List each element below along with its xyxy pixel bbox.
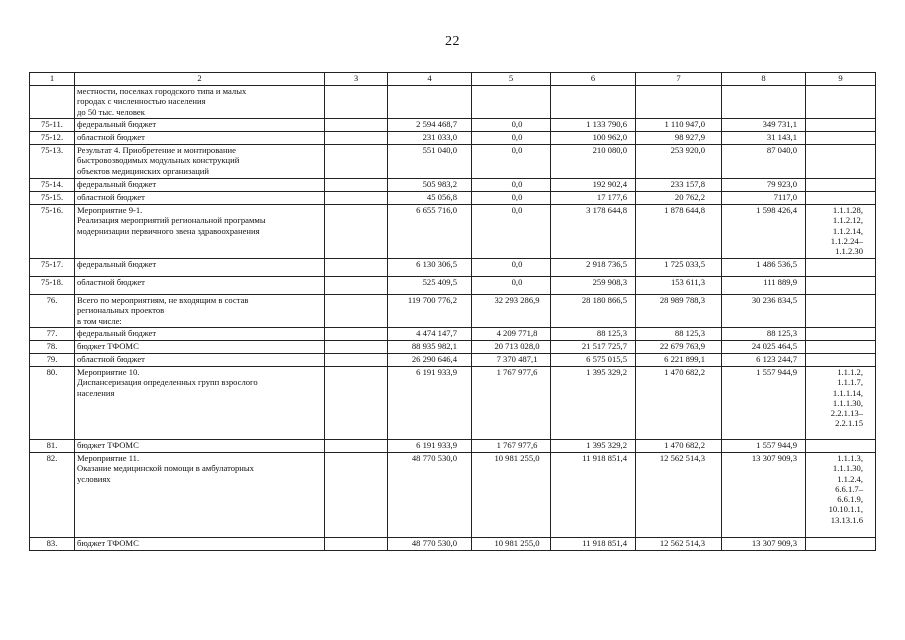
col4-value-cell [388, 86, 472, 119]
col7-value-cell: 98 927,9 [636, 132, 722, 145]
col8-value-cell: 30 236 834,5 [722, 295, 806, 328]
item-name-cell: Мероприятие 9-1. Реализация мероприятий региональной программы модернизации первичного звена здравоохранения [75, 205, 325, 259]
item-name-cell: Мероприятие 11. Оказание медицинской помощи в амбулаторных условиях [75, 453, 325, 538]
row-number-cell: 82. [30, 453, 75, 538]
col6-value-cell: 21 517 725,7 [551, 341, 636, 354]
col7-value-cell: 253 920,0 [636, 145, 722, 179]
col6-value-cell: 210 080,0 [551, 145, 636, 179]
col9-reference-cell [806, 132, 876, 145]
row-number-cell: 78. [30, 341, 75, 354]
col9-reference-cell [806, 538, 876, 551]
row-number-cell: 79. [30, 354, 75, 367]
col6-value-cell: 1 395 329,2 [551, 440, 636, 453]
item-name-cell: Всего по мероприятиям, не входящим в состав региональных проектов в том числе: [75, 295, 325, 328]
table-row [30, 205, 876, 259]
item-name-cell: областной бюджет [75, 277, 325, 295]
col5-value-cell: 20 713 028,0 [472, 341, 551, 354]
row-number-cell: 81. [30, 440, 75, 453]
item-name-cell: Мероприятие 10. Диспансеризация определенных групп взрослого населения [75, 367, 325, 440]
col4-value-cell: 119 700 776,2 [388, 295, 472, 328]
table-row [30, 179, 876, 192]
col3-cell [325, 453, 388, 538]
item-name-cell: федеральный бюджет [75, 119, 325, 132]
col4-value-cell: 6 191 933,9 [388, 440, 472, 453]
table-header-row [30, 73, 876, 86]
col9-reference-cell [806, 277, 876, 295]
table-row [30, 367, 876, 440]
col6-value-cell: 6 575 015,5 [551, 354, 636, 367]
col7-value-cell: 1 878 644,8 [636, 205, 722, 259]
row-number-cell: 75-18. [30, 277, 75, 295]
col6-value-cell [551, 86, 636, 119]
header-cell: 2 [75, 73, 325, 86]
col8-value-cell: 1 557 944,9 [722, 367, 806, 440]
table-row [30, 119, 876, 132]
page-number: 22 [445, 34, 460, 49]
col9-reference-cell [806, 354, 876, 367]
item-name-cell: областной бюджет [75, 354, 325, 367]
col4-value-cell: 88 935 982,1 [388, 341, 472, 354]
col6-value-cell: 100 962,0 [551, 132, 636, 145]
row-number-cell [30, 86, 75, 119]
item-name-cell: областной бюджет [75, 132, 325, 145]
row-number-cell: 75-17. [30, 259, 75, 277]
col5-value-cell: 1 767 977,6 [472, 367, 551, 440]
col9-reference-cell [806, 440, 876, 453]
col8-value-cell: 1 486 536,5 [722, 259, 806, 277]
col9-reference-cell [806, 192, 876, 205]
item-name-cell: местности, поселках городского типа и малых городах с численностью населения до 50 тыс. человек [75, 86, 325, 119]
col9-reference-cell [806, 86, 876, 119]
col5-value-cell: 0,0 [472, 132, 551, 145]
col7-value-cell: 12 562 514,3 [636, 538, 722, 551]
col3-cell [325, 205, 388, 259]
table-row [30, 295, 876, 328]
col5-value-cell: 1 767 977,6 [472, 440, 551, 453]
row-number-cell: 75-15. [30, 192, 75, 205]
col3-cell [325, 341, 388, 354]
col6-value-cell: 1 395 329,2 [551, 367, 636, 440]
col7-value-cell: 233 157,8 [636, 179, 722, 192]
col3-cell [325, 328, 388, 341]
item-name-cell: федеральный бюджет [75, 259, 325, 277]
col6-value-cell: 259 908,3 [551, 277, 636, 295]
col7-value-cell: 20 762,2 [636, 192, 722, 205]
col8-value-cell: 31 143,1 [722, 132, 806, 145]
col8-value-cell [722, 86, 806, 119]
col4-value-cell: 48 770 530,0 [388, 453, 472, 538]
table-row [30, 132, 876, 145]
col3-cell [325, 192, 388, 205]
col9-reference-cell [806, 295, 876, 328]
col5-value-cell: 0,0 [472, 145, 551, 179]
header-cell: 4 [388, 73, 472, 86]
col8-value-cell: 79 923,0 [722, 179, 806, 192]
col6-value-cell: 88 125,3 [551, 328, 636, 341]
col9-reference-cell [806, 179, 876, 192]
col8-value-cell: 13 307 909,3 [722, 453, 806, 538]
table-row [30, 453, 876, 538]
col4-value-cell: 45 056,8 [388, 192, 472, 205]
header-cell: 7 [636, 73, 722, 86]
row-number-cell: 75-12. [30, 132, 75, 145]
table-row [30, 277, 876, 295]
header-cell: 6 [551, 73, 636, 86]
item-name-cell: бюджет ТФОМС [75, 440, 325, 453]
col5-value-cell: 4 209 771,8 [472, 328, 551, 341]
col7-value-cell: 12 562 514,3 [636, 453, 722, 538]
col6-value-cell: 2 918 736,5 [551, 259, 636, 277]
table-row [30, 259, 876, 277]
col7-value-cell: 1 725 033,5 [636, 259, 722, 277]
col5-value-cell: 10 981 255,0 [472, 538, 551, 551]
header-cell: 9 [806, 73, 876, 86]
row-number-cell: 75-16. [30, 205, 75, 259]
col6-value-cell: 11 918 851,4 [551, 538, 636, 551]
item-name-cell: Результат 4. Приобретение и монтирование быстровозводимых модульных конструкций объектов медицинских организаций [75, 145, 325, 179]
row-number-cell: 83. [30, 538, 75, 551]
col5-value-cell [472, 86, 551, 119]
col3-cell [325, 132, 388, 145]
col8-value-cell: 88 125,3 [722, 328, 806, 341]
col6-value-cell: 1 133 790,6 [551, 119, 636, 132]
col3-cell [325, 86, 388, 119]
col3-cell [325, 277, 388, 295]
col5-value-cell: 0,0 [472, 259, 551, 277]
col6-value-cell: 3 178 644,8 [551, 205, 636, 259]
col3-cell [325, 295, 388, 328]
header-cell: 1 [30, 73, 75, 86]
header-cell: 5 [472, 73, 551, 86]
col8-value-cell: 111 889,9 [722, 277, 806, 295]
col6-value-cell: 192 902,4 [551, 179, 636, 192]
table-row [30, 341, 876, 354]
col8-value-cell: 7117,0 [722, 192, 806, 205]
col9-reference-cell: 1.1.1.3, 1.1.1.30, 1.1.2.4, 6.6.1.7– 6.6.1.9, 10.10.1.1, 13.13.1.6 [806, 453, 876, 538]
col9-reference-cell: 1.1.1.2, 1.1.1.7, 1.1.1.14, 1.1.1.30, 2.2.1.13– 2.2.1.15 [806, 367, 876, 440]
table-row [30, 440, 876, 453]
table-row [30, 538, 876, 551]
row-number-cell: 80. [30, 367, 75, 440]
col5-value-cell: 0,0 [472, 277, 551, 295]
col8-value-cell: 1 598 426,4 [722, 205, 806, 259]
col8-value-cell: 24 025 464,5 [722, 341, 806, 354]
row-number-cell: 77. [30, 328, 75, 341]
col6-value-cell: 17 177,6 [551, 192, 636, 205]
col4-value-cell: 2 594 468,7 [388, 119, 472, 132]
col9-reference-cell [806, 328, 876, 341]
col8-value-cell: 87 040,0 [722, 145, 806, 179]
col4-value-cell: 6 191 933,9 [388, 367, 472, 440]
col8-value-cell: 6 123 244,7 [722, 354, 806, 367]
item-name-cell: федеральный бюджет [75, 328, 325, 341]
col8-value-cell: 13 307 909,3 [722, 538, 806, 551]
col4-value-cell: 26 290 646,4 [388, 354, 472, 367]
col9-reference-cell: 1.1.1.28, 1.1.2.12, 1.1.2.14, 1.1.2.24– 1.1.2.30 [806, 205, 876, 259]
col4-value-cell: 6 130 306,5 [388, 259, 472, 277]
col5-value-cell: 0,0 [472, 179, 551, 192]
col9-reference-cell [806, 341, 876, 354]
col9-reference-cell [806, 119, 876, 132]
item-name-cell: федеральный бюджет [75, 179, 325, 192]
col3-cell [325, 538, 388, 551]
item-name-cell: бюджет ТФОМС [75, 341, 325, 354]
col4-value-cell: 4 474 147,7 [388, 328, 472, 341]
table-row [30, 192, 876, 205]
col3-cell [325, 145, 388, 179]
table-row [30, 328, 876, 341]
row-number-cell: 76. [30, 295, 75, 328]
item-name-cell: бюджет ТФОМС [75, 538, 325, 551]
col3-cell [325, 367, 388, 440]
col9-reference-cell [806, 259, 876, 277]
row-number-cell: 75-11. [30, 119, 75, 132]
col7-value-cell: 1 470 682,2 [636, 440, 722, 453]
col8-value-cell: 1 557 944,9 [722, 440, 806, 453]
col3-cell [325, 440, 388, 453]
col3-cell [325, 259, 388, 277]
table-row [30, 354, 876, 367]
col4-value-cell: 231 033,0 [388, 132, 472, 145]
table-row [30, 86, 876, 119]
col7-value-cell [636, 86, 722, 119]
col4-value-cell: 525 409,5 [388, 277, 472, 295]
col7-value-cell: 1 110 947,0 [636, 119, 722, 132]
table-row [30, 145, 876, 179]
col5-value-cell: 10 981 255,0 [472, 453, 551, 538]
col3-cell [325, 354, 388, 367]
col5-value-cell: 32 293 286,9 [472, 295, 551, 328]
budget-table [29, 72, 876, 551]
item-name-cell: областной бюджет [75, 192, 325, 205]
col3-cell [325, 179, 388, 192]
row-number-cell: 75-14. [30, 179, 75, 192]
col5-value-cell: 0,0 [472, 205, 551, 259]
col7-value-cell: 88 125,3 [636, 328, 722, 341]
col4-value-cell: 505 983,2 [388, 179, 472, 192]
col4-value-cell: 48 770 530,0 [388, 538, 472, 551]
col7-value-cell: 22 679 763,9 [636, 341, 722, 354]
col4-value-cell: 6 655 716,0 [388, 205, 472, 259]
col8-value-cell: 349 731,1 [722, 119, 806, 132]
header-cell: 8 [722, 73, 806, 86]
col7-value-cell: 28 989 788,3 [636, 295, 722, 328]
col5-value-cell: 7 370 487,1 [472, 354, 551, 367]
col6-value-cell: 28 180 866,5 [551, 295, 636, 328]
col4-value-cell: 551 040,0 [388, 145, 472, 179]
col7-value-cell: 1 470 682,2 [636, 367, 722, 440]
header-cell: 3 [325, 73, 388, 86]
col5-value-cell: 0,0 [472, 192, 551, 205]
col5-value-cell: 0,0 [472, 119, 551, 132]
col9-reference-cell [806, 145, 876, 179]
row-number-cell: 75-13. [30, 145, 75, 179]
col6-value-cell: 11 918 851,4 [551, 453, 636, 538]
col7-value-cell: 153 611,3 [636, 277, 722, 295]
col7-value-cell: 6 221 899,1 [636, 354, 722, 367]
col3-cell [325, 119, 388, 132]
